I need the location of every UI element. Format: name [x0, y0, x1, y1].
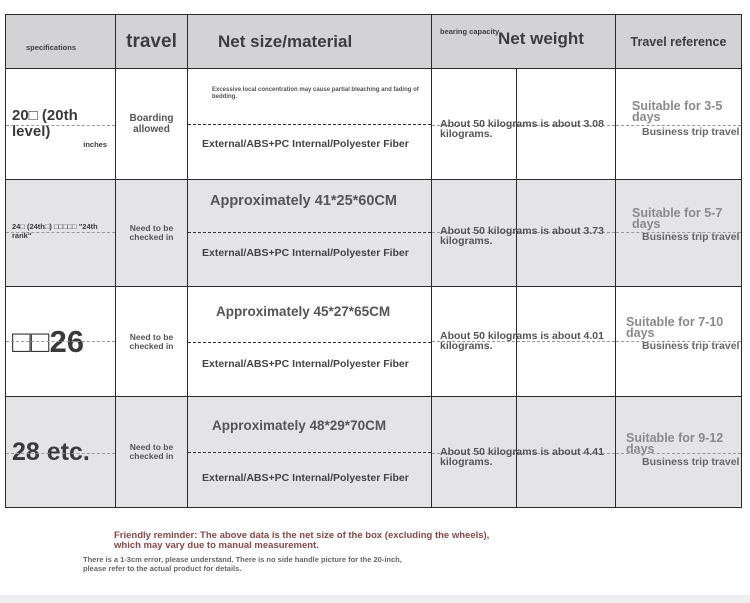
- error-note: There is a 1-3cm error, please understand. There is no side handle picture for the 20-inch, please refer to the actual product for details.: [83, 555, 402, 573]
- approx-size: Approximately 48*29*70CM: [212, 418, 387, 433]
- header-specifications: specifications: [6, 15, 116, 69]
- size-cell: [6, 69, 116, 180]
- table-row: [6, 397, 742, 508]
- size-cell: [6, 397, 116, 508]
- weight-text: About 50 kilograms is about 3.08 kilograms.: [440, 118, 604, 140]
- bottom-band: [0, 595, 750, 603]
- row-divider: [6, 125, 115, 126]
- row-divider: [6, 341, 115, 342]
- header-travel: travel: [116, 15, 188, 69]
- weight-text: About 50 kilograms is about 4.01 kilograms.: [440, 330, 604, 352]
- travel-cell: [116, 287, 188, 397]
- row-divider: [188, 124, 431, 125]
- net-size-cell: [188, 397, 432, 508]
- header-row: [6, 15, 742, 69]
- weight-cell: [432, 287, 616, 397]
- header-bearing-capacity: bearing capacity: [440, 27, 500, 36]
- material-text: External/ABS+PC Internal/Polyester Fiber: [202, 472, 409, 484]
- weight-cell: [432, 180, 616, 287]
- reference-days: Suitable for 5-7 days: [632, 206, 723, 231]
- row-divider: [188, 452, 431, 453]
- material-text: External/ABS+PC Internal/Polyester Fiber: [202, 358, 409, 370]
- travel-cell: [116, 180, 188, 287]
- reference-type: Business trip travel: [642, 456, 740, 468]
- reference-days: Suitable for 3-5 days: [632, 99, 723, 124]
- size-label: 24□ (24th□) □□□□□ "24th rank": [12, 222, 98, 240]
- friendly-reminder: Friendly reminder: The above data is the net size of the box (excluding the wheels), which may vary due to manual measurement.: [114, 530, 490, 551]
- travel-text: Need to be checked in: [129, 223, 174, 242]
- approx-size: Approximately 45*27*65CM: [216, 304, 391, 319]
- header-travel-reference: Travel reference: [616, 15, 742, 69]
- header-weight-cell: [432, 15, 616, 69]
- travel-reference-cell: [616, 287, 742, 397]
- row-divider: [6, 232, 115, 233]
- weight-cell: [432, 69, 616, 180]
- size-label: □□26: [12, 323, 84, 359]
- approx-size: Approximately 41*25*60CM: [210, 193, 397, 209]
- size-unit: inches: [83, 140, 107, 149]
- reference-type: Business trip travel: [642, 126, 740, 138]
- weight-text: About 50 kilograms is about 3.73 kilograms.: [440, 225, 604, 247]
- travel-cell: [116, 397, 188, 508]
- travel-reference-cell: [616, 397, 742, 508]
- travel-reference-cell: [616, 180, 742, 287]
- luggage-spec-table: [5, 14, 742, 508]
- header-net-weight: Net weight: [498, 29, 584, 48]
- travel-text: Need to be checked in: [129, 442, 174, 461]
- weight-cell: [432, 397, 616, 508]
- table-row: [6, 180, 742, 287]
- net-size-cell: [188, 69, 432, 180]
- reference-days: Suitable for 7-10 days: [626, 315, 724, 340]
- weight-text: About 50 kilograms is about 4.41 kilograms.: [440, 446, 604, 468]
- reference-type: Business trip travel: [642, 340, 740, 352]
- row-divider: [188, 342, 431, 343]
- reference-type: Business trip travel: [642, 231, 740, 243]
- size-label: 20□ (20th level): [12, 107, 78, 140]
- size-cell: [6, 287, 116, 397]
- row-divider: [6, 453, 115, 454]
- size-label: 28 etc.: [12, 437, 90, 466]
- travel-reference-cell: [616, 69, 742, 180]
- material-text: External/ABS+PC Internal/Polyester Fiber: [202, 138, 409, 150]
- travel-text: Need to be checked in: [129, 331, 174, 351]
- table-row: [6, 69, 742, 180]
- header-net-size-material: Net size/material: [188, 15, 432, 69]
- material-text: External/ABS+PC Internal/Polyester Fiber: [202, 247, 409, 259]
- size-cell: [6, 180, 116, 287]
- row-divider: [616, 453, 741, 454]
- care-note: Excessive local concentration may cause partial bleaching and fading of bedding.: [212, 87, 419, 100]
- reference-days: Suitable for 9-12 days: [626, 431, 724, 456]
- net-size-cell: [188, 180, 432, 287]
- row-divider: [188, 232, 431, 233]
- net-size-cell: [188, 287, 432, 397]
- travel-cell: Boarding allowed: [116, 69, 188, 180]
- table-row: [6, 287, 742, 397]
